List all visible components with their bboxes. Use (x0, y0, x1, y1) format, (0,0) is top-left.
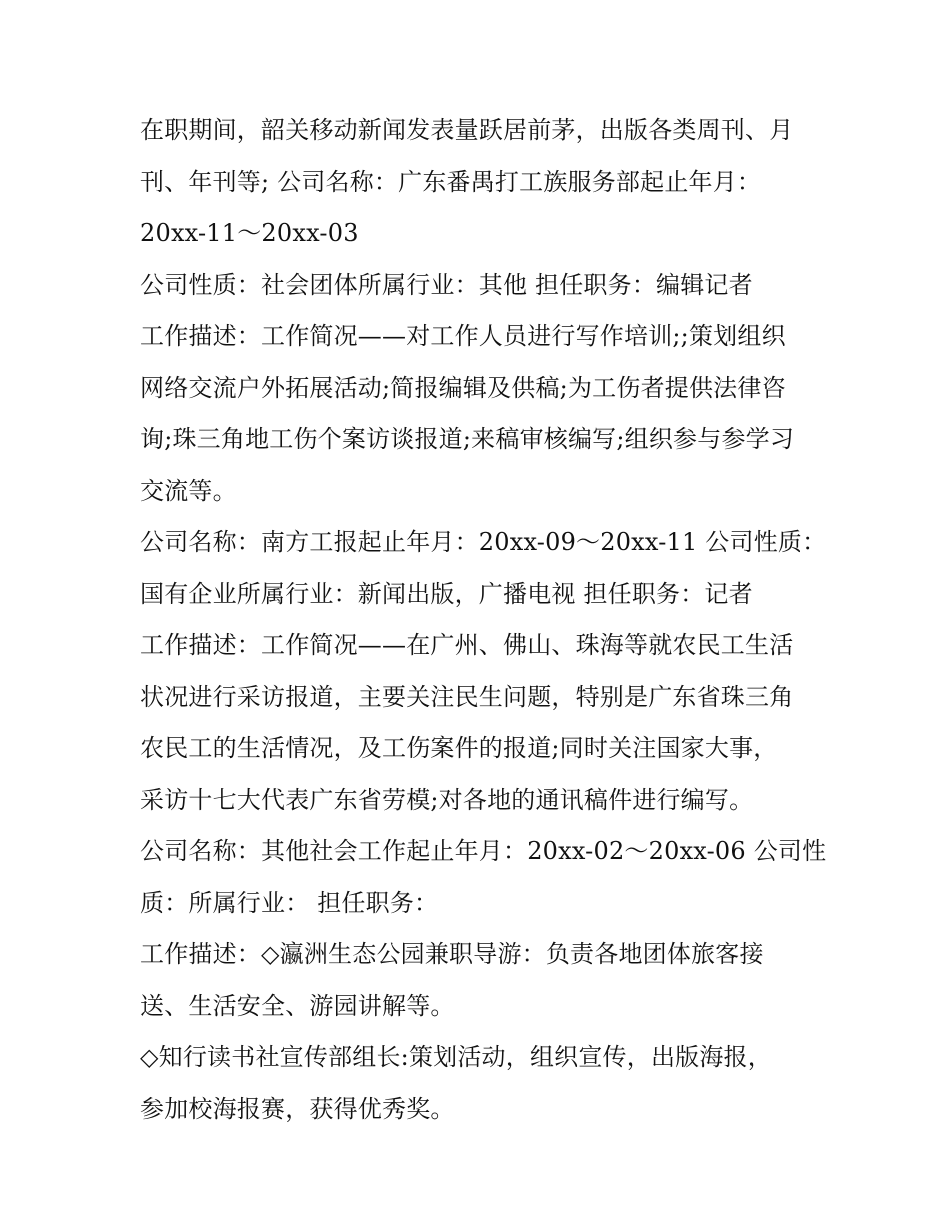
text-line: 状况进行采访报道，主要关注民生问题，特别是广东省珠三角 (140, 682, 794, 711)
text-line: 在职期间，韶关移动新闻发表量跃居前茅，出版各类周刊、月 (140, 116, 794, 144)
text-line: 公司名称：其他社会工作起止年月：20xx-02～20xx-06 公司性 (140, 837, 827, 865)
text-line: 交流等。 (140, 476, 237, 505)
text-line: 网络交流户外拓展活动;简报编辑及供稿;为工伤者提供法律咨 (140, 373, 786, 402)
text-line: 询;珠三角地工伤个案访谈报道;来稿审核编写;组织参与参学习 (140, 425, 795, 453)
text-line: 工作描述：工作简况——对工作人员进行写作培训;;策划组织 (140, 322, 786, 350)
text-line: 工作描述：工作简况——在广州、佛山、珠海等就农民工生活 (140, 631, 794, 659)
text-line: 质：所属行业： 担任职务： (140, 888, 439, 917)
text-line: 国有企业所属行业：新闻出版，广播电视 担任职务：记者 (140, 579, 753, 608)
text-line: 公司性质：社会团体所属行业：其他 担任职务：编辑记者 (140, 270, 753, 299)
text-line: 20xx-11～20xx-03 (140, 219, 359, 247)
text-line: 农民工的生活情况，及工伤案件的报道;同时关注国家大事， (140, 734, 778, 762)
text-line: 采访十七大代表广东省劳模;对各地的通讯稿件进行编写。 (140, 785, 754, 814)
text-line: ◇知行读书社宣传部组长:策划活动，组织宣传，出版海报， (140, 1043, 772, 1071)
text-line: 刊、年刊等; 公司名称：广东番禺打工族服务部起止年月： (140, 167, 762, 196)
document-body (140, 105, 827, 1135)
text-line: 参加校海报赛，获得优秀奖。 (140, 1094, 455, 1123)
text-line: 工作描述：◇瀛洲生态公园兼职导游：负责各地团体旅客接 (140, 940, 764, 968)
text-line: 送、生活安全、游园讲解等。 (140, 991, 455, 1020)
text-line: 公司名称：南方工报起止年月：20xx-09～20xx-11 公司性质： (140, 528, 827, 556)
